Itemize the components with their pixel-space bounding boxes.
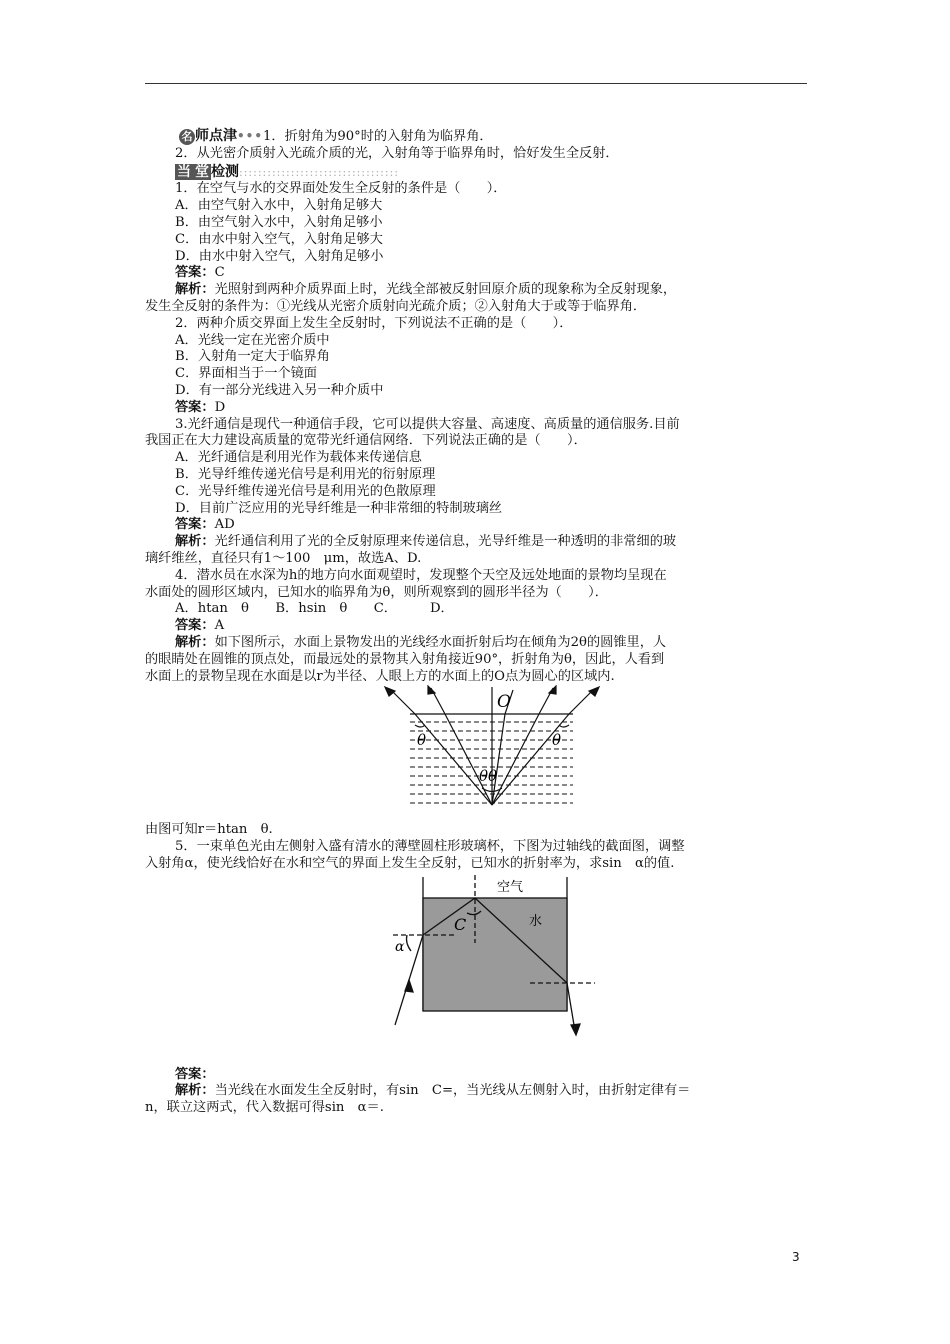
cone-figure xyxy=(145,685,815,819)
q5-stem-1: 5．一束单色光由左侧射入盛有清水的薄壁圆柱形玻璃杯，下图为过轴线的截面图，调整 xyxy=(175,839,685,855)
q4-stem-2: 水面处的圆形区域内，已知水的临界角为θ，则所观察到的圆形半径为（ ）． xyxy=(145,584,608,600)
q4-analysis-1: 解析：如下图所示，水面上景物发出的光线经水面折射后均在倾角为2θ的圆锥里，人 xyxy=(175,634,667,650)
q3-option-c: C．光导纤维传递光信号是利用光的色散原理 xyxy=(175,483,436,499)
q5-answer: 答案： xyxy=(175,1066,215,1082)
q4-options: A．htan θ B．hsin θ C． D． xyxy=(175,601,454,617)
q4-answer: 答案：A xyxy=(175,618,225,634)
page-content xyxy=(145,128,815,1117)
fig1-label-o: O xyxy=(497,692,511,713)
tip-badge: 名 师点津••• xyxy=(175,128,263,145)
q3-option-b: B．光导纤维传递光信号是利用光的衍射原理 xyxy=(175,466,436,482)
q1-answer: 答案：C xyxy=(175,265,225,281)
fig2-label-air: 空气 xyxy=(497,879,524,895)
tip-badge-icon: 名 xyxy=(179,129,195,145)
fig2-label-water: 水 xyxy=(529,913,543,929)
q2-stem: 2．两种介质交界面上发生全反射时，下列说法不正确的是（ ）． xyxy=(175,315,573,331)
q3-option-a: A．光纤通信是利用光作为载体来传递信息 xyxy=(175,450,422,466)
q1-analysis-2: 发生全反射的条件为：①光线从光密介质射向光疏介质；②入射角大于或等于临界角． xyxy=(145,298,647,314)
fig1-label-theta-pair: θθ xyxy=(479,767,498,786)
q1-option-b: B．由空气射入水中，入射角足够小 xyxy=(175,214,383,230)
q5-stem-2: 入射角α，使光线恰好在水和空气的界面上发生全反射，已知水的折射率为，求sin α的值. xyxy=(145,855,675,871)
q1-option-a: A．由空气射入水中，入射角足够大 xyxy=(175,198,383,214)
page-number: 3 xyxy=(792,1250,800,1264)
q2-option-a: A．光线一定在光密介质中 xyxy=(175,332,330,348)
tip-line-2: 2．从光密介质射入光疏介质的光，入射角等于临界角时，恰好发生全反射． xyxy=(175,145,619,161)
tip-line-1: 名 师点津•••1．折射角为90°时的入射角为临界角． xyxy=(145,128,815,146)
fig2-label-c: C xyxy=(454,914,467,934)
q1-option-c: C．由水中射入空气，入射角足够大 xyxy=(175,231,383,247)
q5-analysis-1: 解析：当光线在水面发生全反射时，有sin C=，当光线从左侧射入时，由折射定律有＝ xyxy=(175,1083,691,1099)
header-rule xyxy=(145,83,807,84)
q1-stem: 1．在空气与水的交界面处发生全反射的条件是（ ）． xyxy=(175,181,507,197)
q5-analysis-2: n，联立这两式，代入数据可得sin α＝. xyxy=(145,1100,384,1116)
fig1-label-theta-right: θ xyxy=(552,731,562,750)
glass-figure xyxy=(145,873,815,1067)
q4-conclusion: 由图可知r＝htan θ. xyxy=(145,822,273,838)
fig2-label-alpha: α xyxy=(395,938,405,955)
q3-option-d: D．目前广泛应用的光导纤维是一种非常细的特制玻璃丝 xyxy=(175,500,503,516)
q4-stem-1: 4．潜水员在水深为h的地方向水面观望时，发现整个天空及远处地面的景物均呈现在 xyxy=(175,567,667,583)
q2-answer: 答案：D xyxy=(175,399,226,415)
q2-option-c: C．界面相当于一个镜面 xyxy=(175,366,317,382)
q3-stem-2: 我国正在大力建设高质量的宽带光纤通信网络．下列说法正确的是（ ）． xyxy=(145,433,587,449)
q3-answer: 答案：AD xyxy=(175,517,235,533)
check-heading: 当 堂 检测:::::::::::::::::::::::::::::::::: xyxy=(177,163,400,180)
q2-option-b: B．入射角一定大于临界角 xyxy=(175,349,330,365)
fig1-label-theta-left: θ xyxy=(417,731,427,750)
q3-analysis-1: 解析：光纤通信利用了光的全反射原理来传递信息，光导纤维是一种透明的非常细的玻 xyxy=(175,534,677,550)
q1-option-d: D．由水中射入空气，入射角足够小 xyxy=(175,248,384,264)
q4-analysis-2: 的眼睛处在圆锥的顶点处，而最远处的景物其入射角接近90°，折射角为θ，因此，人看到 xyxy=(145,651,665,667)
q2-option-d: D．有一部分光线进入另一种介质中 xyxy=(175,382,384,398)
q3-analysis-2: 璃纤维丝，直径只有1～100 μm，故选A、D. xyxy=(145,550,422,566)
q4-analysis-3: 水面上的景物呈现在水面是以r为半径、人眼上方的水面上的O点为圆心的区域内. xyxy=(145,668,615,684)
check-badge: 当 堂 检测 xyxy=(177,163,239,180)
q1-analysis-1: 解析：光照射到两种介质界面上时，光线全部被反射回原介质的现象称为全反射现象， xyxy=(175,282,677,298)
q3-stem-1: 3.光纤通信是现代一种通信手段，它可以提供大容量、高速度、高质量的通信服务.目前 xyxy=(175,416,680,432)
